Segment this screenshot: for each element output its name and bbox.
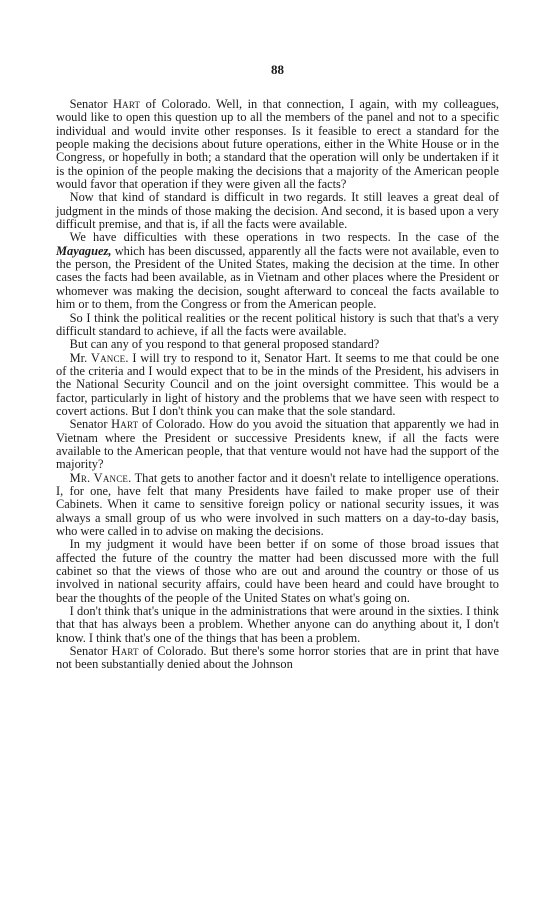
paragraph (56, 338, 499, 351)
paragraph-text: Senator (69, 644, 112, 659)
speaker-name: Hart (111, 644, 139, 659)
paragraph-text: In my judgment it would have been better if on some of those broad issues that affected the future of the country the matter had been discussed more with the full cabinet so that the views of those who are out and around the country or those of us involved in national security affairs, could have been heard and could have brought to bear the thoughts of the people of the United States on what's going on. (56, 537, 499, 605)
paragraph-text: Senator (69, 97, 113, 111)
paragraph (56, 605, 499, 645)
speaker-name: Mr. Vance. (69, 470, 132, 485)
speaker-name: Hart (112, 97, 141, 111)
page-number: 88 (271, 62, 284, 77)
paragraph-text: But can any of you respond to that general proposed standard? (69, 337, 380, 352)
paragraph (56, 538, 499, 605)
paragraph-text: of Colorado. Well, in that connection, I again, with my colleagues, would like to open this question up to all the members of the panel and not to a specific individual and would invite other responses. Is it feasible to erect a standard for the people making the decisions about future operations, either in the White House or in the Congress, or hopefully in both; a standard that the operation will only be undertaken if it is the opinion of the people making the decisions that a majority of the American people would favor that operation if they were given all the facts? (56, 97, 499, 192)
paragraph (56, 231, 499, 311)
document-body (56, 98, 499, 672)
paragraph-text: Now that kind of standard is difficult in two regards. It still leaves a great deal of judgment in the minds of those making the decision. And second, it is based upon a very difficult premise, and that is, if all the facts were available. (56, 190, 499, 232)
paragraph (56, 352, 499, 419)
paragraph-text: I don't think that's unique in the administrations that were around in the sixties. I think that that has always been a problem. Whether anyone can do anything about it, I don't know. I think that's one of the things that has been a problem. (56, 604, 499, 645)
paragraph (56, 472, 499, 539)
paragraph (56, 418, 499, 471)
speaker-name: Hart (111, 417, 139, 432)
paragraph-text: That gets to another factor and it doesn't relate to intelligence operations. I, for one, have felt that many Presidents have failed to make proper use of their Cabinets. When it came to sensitive foreign policy or national security issues, it was always a small group of us who were involved in such matters on a day-to-day basis, who were called in to advise on making the decisions. (56, 470, 499, 538)
paragraph (56, 645, 499, 672)
paragraph-text: which has been discussed, apparently all the facts were not available, even to the person, the President of the United States, making the decision at the time. In other cases the facts had been available, as in Vietnam and other places where the President or whomever was making the decision, sought afterward to conceal the facts available to him or to them, from the Congress or from the American people. (56, 243, 499, 312)
paragraph (56, 191, 499, 231)
ship-name: Mayaguez, (56, 243, 112, 258)
speaker-name: Vance. (90, 350, 129, 365)
paragraph-text: I will try to respond to it, Senator Hart. It seems to me that could be one of the criteria and I would expect that to be in the minds of the President, his advisers in the National Security Council and on the joint oversight committee. This would be a factor, particularly in light of history and the problems that we have seen with respect to covert actions. But I don't think you can make that the sole standard. (56, 350, 499, 418)
paragraph (56, 312, 499, 339)
paragraph-text: Senator (69, 417, 112, 432)
document-page (56, 62, 499, 672)
paragraph-text: We have difficulties with these operations in two respects. In the case of the (69, 230, 499, 245)
paragraph-text: of Colorado. But there's some horror stories that are in print that have not been substantially denied about the Johnson (56, 644, 499, 672)
paragraph-text: So I think the political realities or the recent political history is such that that's a very difficult standard to achieve, if all the facts were available. (56, 310, 499, 338)
paragraph-text: Mr. (69, 350, 91, 365)
paragraph (56, 98, 499, 191)
paragraph-text: of Colorado. How do you avoid the situation that apparently we had in Vietnam where the President or successive Presidents knew, if all the facts were available to the American people, that that venture would not have had the support of the majority? (56, 417, 499, 472)
